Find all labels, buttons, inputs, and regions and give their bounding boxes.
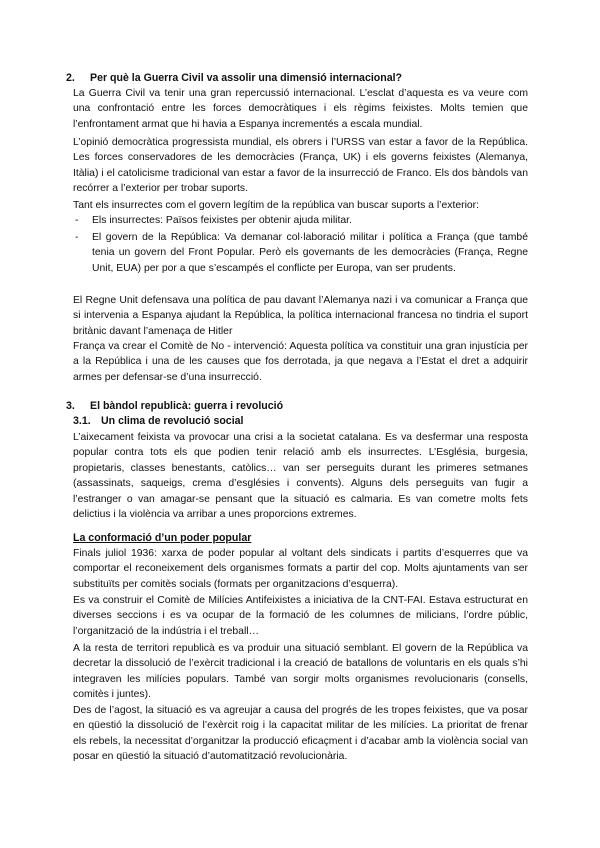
section-3-paragraph-3: Es va construir el Comitè de Milícies Antifeixistes a iniciativa de la CNT-FAI. Estava estructurat en diverses seccions i es va ocupar de la formació de les columnes de milicians, l’ordre públic, l’organització de la indústria i el treball… [73,595,528,637]
underlined-subheading: La conformació d’un poder popular [73,532,252,544]
section-2-heading [66,71,402,86]
list-dash: - [75,215,79,226]
section-3-paragraph-5: Des de l’agost, la situació es va agreujar a causa del progrés de les tropes feixistes, que va posar en qüestió la dissolució de l’exèrcit roig i la capacitat militar de les milícies. La prioritat de frenar els rebels, la necessitat d’organitzar la producció eficaçment i d’acabar amb la violència social van posar en qüestió la situació d’automatització revolucionària. [73,705,528,763]
section-3-paragraph-2: Finals juliol 1936: xarxa de poder popular al voltant dels sindicats i partits d’esquerres que va comportar el reconeixement dels organismes formats a partir del cop. Molts ajuntaments van ser substituïts per comitès socials (formats per organitzacions d’esquerra). [73,548,528,590]
section-2-paragraph-5: França va crear el Comitè de No - intervenció: Aquesta política va constituir una gran injustícia per a la República i una de les causes que fos derrotada, ja que negava a l’Estat el dret a adquirir armes per defensar-se d’una insurrecció. [73,341,528,383]
section-2-paragraph-1: La Guerra Civil va tenir una gran repercussió internacional. L’esclat d’aquesta es va veure com una confrontació entre les forces democràtiques i els règims feixistes. Molts temien que l’enfrontament armat que hi havia a Espanya incrementés a escala mundial. [73,88,528,130]
section-3-number: 3. [66,400,75,412]
section-2-paragraph-2: L’opinió democràtica progressista mundial, els obrers i l’URSS van estar a favor de la República. Les forces conservadores de les democràcies (França, UK) i els governs feixistes (Alemanya, Itàlia) i el catolicisme tradicional van estar a favor de la insurrecció de Franco. Els dos bàndols van recórrer a l’exterior per trobar suports. [73,137,528,195]
section-3-paragraph-4: A la resta de territori republicà es va produir una situació semblant. El govern de la República va decretar la dissolució de l’exèrcit tradicional i la creació de batallons de voluntaris en els quals s’hi integraven les milícies populars. També van sorgir molts organismes revolucionaris (consells, comitès i juntes). [73,643,528,701]
section-3-1-heading [73,414,243,429]
section-3-1-title: Un clima de revolució social [101,415,244,427]
section-3-paragraph-1: L’aixecament feixista va provocar una crisi a la societat catalana. Es va desfermar una resposta popular contra tots els que podien tenir relació amb els insurrectes. L’Església, burgesia, propietaris, classes benestants, catòlics… van ser perseguits durant les primeres setmanes (assassinats, saqueigs, crema d’esglésies i convents). Alguns dels perseguits van fugir a l’estranger o van amagar-se pensant que la situació es calmaria. Es van cometre molts fets delictius i la violència va arribar a unes proporcions extremes. [73,432,528,521]
section-3-title: El bàndol republicà: guerra i revolució [90,400,284,412]
list-item-govern-republica [73,230,528,276]
section-2-number: 2. [66,72,75,84]
list-dash: - [75,232,79,243]
section-2-paragraph-3: Tant els insurrectes com el govern legítim de la república van buscar suports a l’exterior: [73,200,479,211]
list-item-text: Els insurrectes: Països feixistes per obtenir ajuda militar. [92,215,352,226]
section-3-heading [66,399,283,414]
section-3-1-number: 3.1. [73,415,91,427]
section-2-title: Per què la Guerra Civil va assolir una dimensió internacional? [90,72,403,84]
section-2-paragraph-4: El Regne Unit defensava una política de pau davant l’Alemanya nazi i va comunicar a França que si intervenia a Espanya ajudant la República, la política internacional francesa no tindria el suport britànic davant l’amenaça de Hitler [73,295,528,337]
list-item-text: El govern de la República: Va demanar col·laboració militar i política a França (que també tenia un govern del Front Popular. Però els governants de les democràcies (França, Regne Unit, EUA) per por a que s’escampés el conflicte per Europa, van ser prudents. [92,232,528,274]
list-item-insurrectes [73,213,528,228]
